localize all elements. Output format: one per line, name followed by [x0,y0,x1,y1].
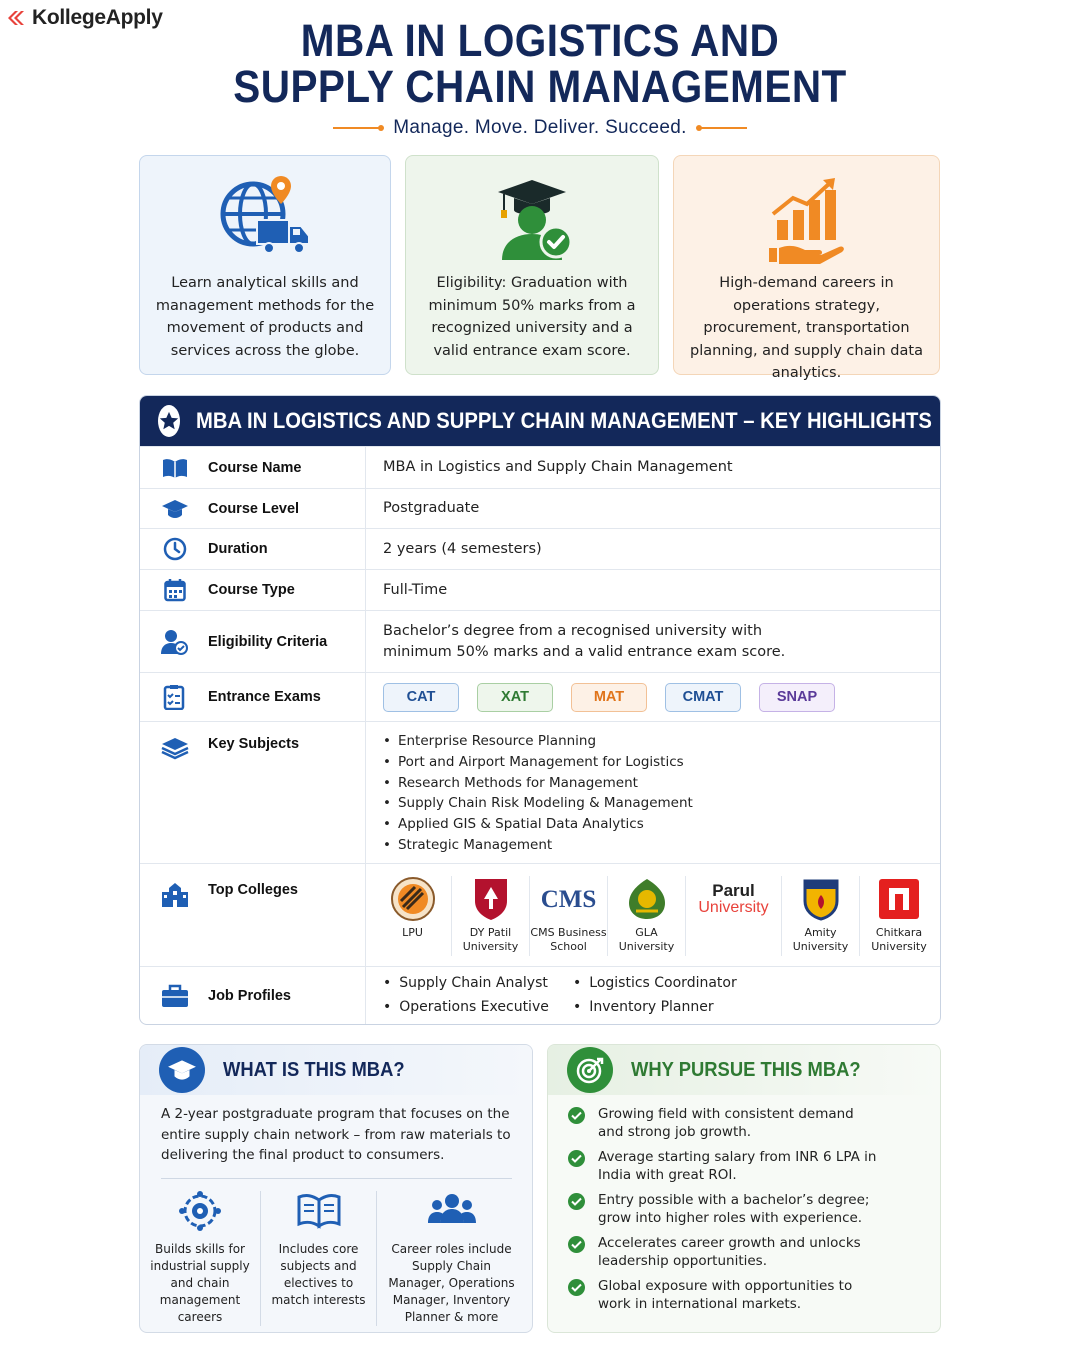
why-item-text: Growing field with consistent demand and strong job growth. [598,1106,854,1140]
why-item-text: Global exposure with opportunities to work in international markets. [598,1278,853,1312]
exam-badge-mat[interactable]: MAT [571,683,647,712]
chitkara-logo-icon [878,878,920,920]
list-item: • Supply Chain Analyst [383,973,573,994]
row-value [366,967,940,1024]
card-text: Eligibility: Graduation with minimum 50% marks from a recognized university and a valid entrance exam score. [428,275,636,359]
why-panel-header [548,1045,940,1095]
label-text: Eligibility Criteria [208,633,328,650]
open-book-icon [160,458,190,478]
why-item-text: Average starting salary from INR 6 LPA in India with great ROI. [598,1149,877,1183]
college-name-line-1: Amity [804,926,837,939]
graduation-cap-icon [159,1047,205,1093]
college-name-line-2: University [792,940,849,953]
info-card-eligibility [405,155,659,375]
title-line-1: MBA IN LOGISTICS AND [300,15,780,66]
row-value [366,864,940,966]
row-entrance-exams [140,672,940,721]
why-item-text: Entry possible with a bachelor’s degree; grow into higher roles with experience. [598,1192,870,1226]
list-item: • Inventory Planner [573,997,763,1018]
target-icon [567,1047,613,1093]
row-duration [140,528,940,569]
row-value: Postgraduate [383,500,480,516]
college-name-line-1: LPU [402,926,423,939]
list-item: • Strategic Management [383,835,693,856]
cms-logo-icon [530,876,607,922]
college-lpu[interactable] [374,876,452,956]
building-icon [160,882,190,908]
college-name-line-1: GLA [635,926,658,939]
college-name-line-2: University [871,940,927,953]
row-value [366,673,940,721]
user-check-icon [160,629,190,655]
kollegeapply-logo-icon [6,8,28,28]
exam-badge-snap[interactable]: SNAP [759,683,835,712]
why-list [568,1105,920,1313]
parul-logo-sub: University [698,899,769,916]
card-text: Learn analytical skills and management methods for the movement of products and services across the globe. [155,275,375,359]
open-book-icon [296,1191,342,1231]
college-name-line-1: Chitkara [875,926,923,939]
what-panel-header [140,1045,532,1095]
college-name-line-2: School [550,940,587,953]
layers-icon [160,736,190,760]
why-pursue-panel [547,1044,941,1333]
subjects-list [383,722,693,856]
jobs-list [383,973,763,1018]
label-text: Key Subjects [208,736,300,752]
list-item: • Applied GIS & Spatial Data Analytics [383,814,693,835]
list-item: • Port and Airport Management for Logistics [383,752,693,773]
row-label [140,967,366,1024]
college-name-line-2: University [462,940,519,953]
what-columns [140,1191,532,1326]
lpu-logo-icon [391,877,435,921]
check-circle-icon [568,1107,585,1124]
cms-logo-text: CMS [540,885,597,913]
amity-logo-icon [803,877,839,921]
why-item-text: Accelerates career growth and unlocks leadership opportunities. [598,1235,861,1269]
calendar-icon [160,578,190,602]
check-circle-icon [568,1236,585,1253]
info-card-careers [673,155,940,381]
title-line-2: SUPPLY CHAIN MANAGEMENT [233,61,847,112]
college-name-line-1: CMS Business [530,926,607,939]
check-circle-icon [568,1150,585,1167]
clipboard-check-icon [160,684,190,710]
college-gla[interactable] [608,876,686,956]
exam-badge-cmat[interactable]: CMAT [665,683,741,712]
parul-logo-text: Parul [712,881,755,900]
star-icon [158,405,180,437]
row-eligibility [140,610,940,672]
list-item: • Operations Executive [383,997,573,1018]
list-item [568,1191,920,1227]
label-text: Duration [208,541,268,557]
what-column [376,1191,526,1326]
college-amity[interactable] [782,876,860,956]
check-circle-icon [568,1193,585,1210]
colleges-list [374,864,938,956]
key-highlights-header [140,396,940,446]
row-value: Full-Time [383,581,448,598]
college-parul[interactable] [686,876,782,956]
globe-truck-icon [215,174,315,258]
label-text: Job Profiles [208,987,291,1004]
card-text: High-demand careers in operations strategy, procurement, transportation planning, and supply chain data analytics. [690,275,923,381]
list-item: • Research Methods for Management [383,773,693,794]
list-item: • Enterprise Resource Planning [383,731,693,752]
why-panel-title: WHY PURSUE THIS MBA? [631,1058,861,1081]
row-label [140,673,366,721]
people-group-icon [427,1191,477,1231]
graduate-check-icon [484,174,580,262]
label-text: Course Type [208,582,295,598]
brand-name: KollegeApply [32,6,163,29]
what-is-mba-panel [139,1044,533,1333]
gear-network-icon [177,1191,223,1231]
what-column-text: Includes core subjects and electives to match interests [271,1241,366,1307]
what-column [140,1191,260,1326]
tagline: Manage. Move. Deliver. Succeed. [393,117,687,138]
info-card-learn [139,155,391,375]
row-label [140,447,366,488]
eligibility-line-2: minimum 50% marks and a valid entrance exam score. [383,643,786,660]
what-description: A 2-year postgraduate program that focuses on the entire supply chain network – from raw materials to delivering the final product to consumers. [161,1104,512,1179]
label-text: Top Colleges [208,882,298,898]
graduation-cap-icon [160,499,190,519]
gla-logo-icon [626,877,668,921]
list-item: • Logistics Coordinator [573,973,763,994]
row-top-colleges [140,863,940,966]
label-text: Course Level [208,500,300,517]
college-chitkara[interactable] [860,876,938,956]
row-label [140,489,366,528]
list-item [568,1277,920,1313]
row-course-level [140,488,940,528]
label-text: Entrance Exams [208,689,321,705]
row-job-profiles [140,966,940,1024]
row-label [140,570,366,610]
list-item [568,1105,920,1141]
clock-icon [160,537,190,561]
exam-badge-cat[interactable]: CAT [383,683,459,712]
row-course-type [140,569,940,610]
row-label [140,611,366,672]
college-cms[interactable] [530,876,608,956]
exam-badge-xat[interactable]: XAT [477,683,553,712]
row-label [140,864,366,966]
key-highlights-title: MBA IN LOGISTICS AND SUPPLY CHAIN MANAGEMENT – KEY HIGHLIGHTS [196,408,932,433]
what-column-text: Builds skills for industrial supply and chain management careers [150,1241,250,1324]
check-circle-icon [568,1279,585,1296]
growth-chart-hand-icon [767,174,847,264]
what-column-text: Career roles include Supply Chain Manager, Operations Manager, Inventory Planner & more [388,1241,515,1324]
row-value: 2 years (4 semesters) [383,540,542,557]
dy-patil-logo-icon [473,877,509,921]
key-highlights-table [139,395,941,1025]
label-text: Course Name [208,459,302,476]
row-course-name [140,446,940,488]
parul-logo-icon [686,876,781,922]
tagline-divider-right [699,127,747,129]
list-item [568,1148,920,1184]
row-value [366,611,940,672]
briefcase-icon [160,984,190,1008]
tagline-divider-left [333,127,381,129]
what-panel-title: WHAT IS THIS MBA? [223,1058,405,1081]
college-name-line-2: University [618,940,675,953]
list-item [568,1234,920,1270]
what-column [260,1191,376,1326]
row-key-subjects [140,721,940,863]
row-value [366,722,940,863]
row-value: MBA in Logistics and Supply Chain Management [383,459,733,475]
tagline-row [0,117,1080,139]
row-label [140,529,366,569]
college-dy-patil[interactable] [452,876,530,956]
college-name-line-1: DY Patil [469,926,512,939]
list-item: • Supply Chain Risk Modeling & Management [383,793,693,814]
eligibility-line-1: Bachelor’s degree from a recognised university with [383,622,763,639]
row-label [140,722,366,863]
